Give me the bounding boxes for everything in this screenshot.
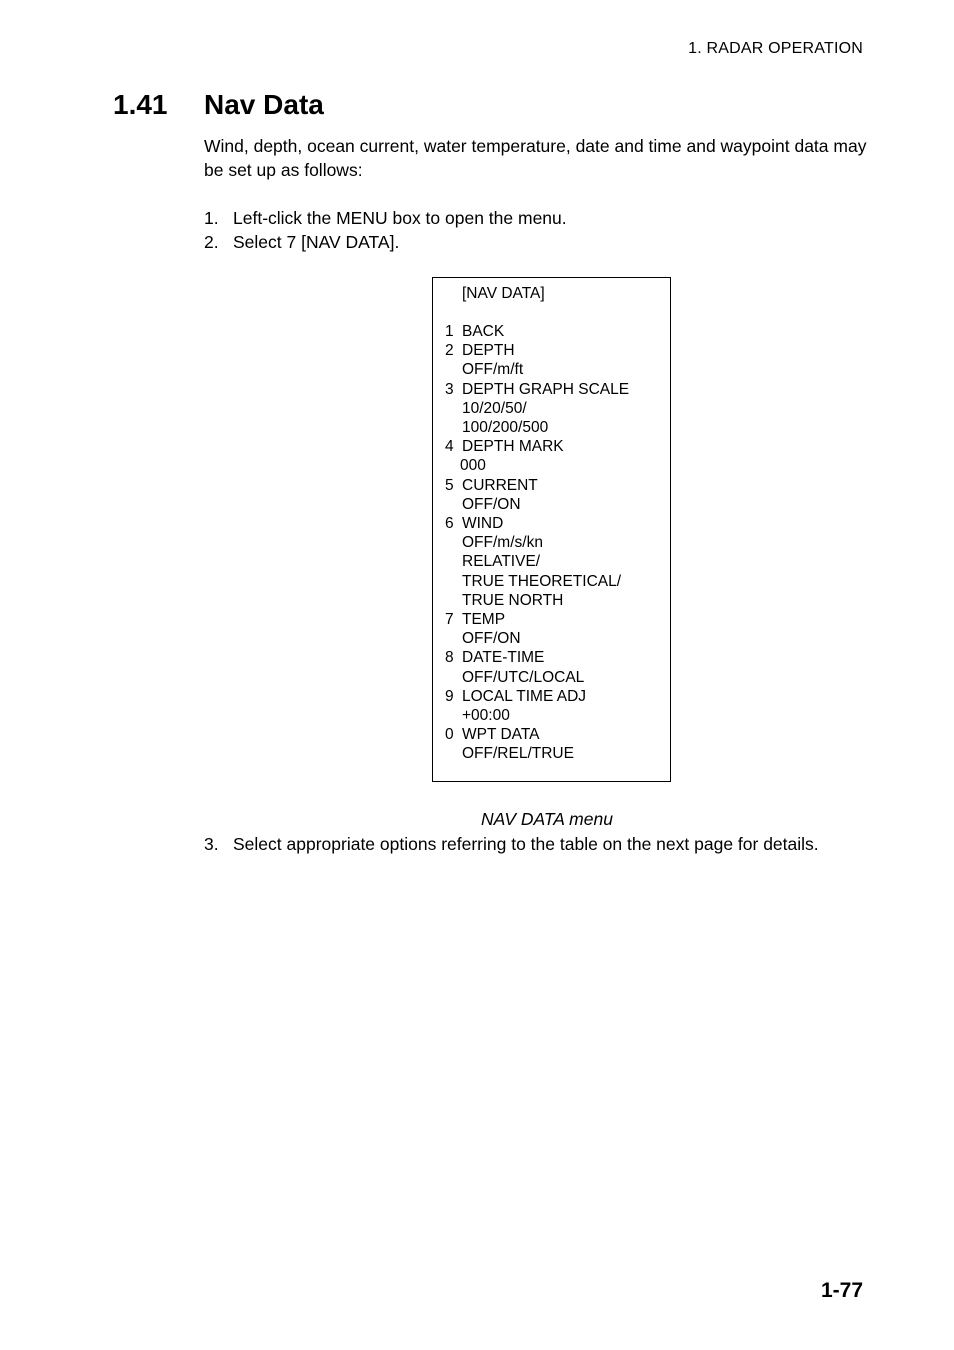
- menu-item-option: +00:00: [462, 707, 510, 725]
- menu-item-number: 1: [445, 323, 454, 340]
- menu-item-wpt-data: [445, 725, 629, 763]
- menu-item-back: [445, 322, 629, 341]
- step-item: [204, 832, 874, 856]
- step-number: 2.: [204, 232, 219, 252]
- page-number: 1-77: [820, 1279, 863, 1302]
- step-text: Select 7 [NAV DATA].: [233, 232, 400, 252]
- section-title: Nav Data: [204, 89, 324, 120]
- menu-list: [445, 322, 629, 764]
- menu-item-label: WPT DATA: [462, 726, 540, 744]
- menu-item-option: 000: [460, 457, 486, 475]
- menu-item-option: TRUE NORTH: [462, 591, 564, 609]
- menu-item-number: 5: [445, 476, 454, 494]
- menu-item-option: OFF/ON: [462, 630, 521, 648]
- menu-item-number: 7: [445, 611, 454, 629]
- steps-list: [204, 206, 874, 254]
- menu-item-option: RELATIVE/: [462, 553, 541, 571]
- section-number: 1.41: [113, 89, 168, 120]
- menu-item-label: LOCAL TIME ADJ: [462, 687, 587, 705]
- running-header: 1. RADAR OPERATION: [688, 40, 863, 57]
- figure-caption: NAV DATA menu: [481, 809, 613, 829]
- menu-item-label: DEPTH MARK: [462, 438, 564, 456]
- menu-item-number: 4: [445, 438, 454, 456]
- menu-item-option: OFF/m/s/kn: [462, 534, 543, 552]
- step-number: 3.: [204, 834, 219, 854]
- menu-item-option: TRUE THEORETICAL/: [462, 572, 622, 590]
- menu-item-local-time-adj: [445, 687, 629, 725]
- nav-data-menu-figure: [432, 277, 671, 782]
- menu-item-label: BACK: [462, 323, 505, 340]
- step-text: Select appropriate options referring to the table on the next page for details.: [233, 834, 819, 854]
- step-item: [204, 230, 874, 254]
- menu-item-date-time: [445, 648, 629, 686]
- menu-item-wind: [445, 514, 629, 610]
- menu-item-current: [445, 476, 629, 514]
- menu-item-depth-mark: [445, 437, 629, 475]
- menu-item-number: 3: [445, 380, 454, 398]
- intro-paragraph: Wind, depth, ocean current, water temperature, date and time and waypoint data may be set up as follows:: [204, 136, 867, 180]
- menu-item-number: 6: [445, 515, 454, 533]
- step-item: [204, 206, 874, 230]
- menu-item-label: CURRENT: [462, 476, 538, 494]
- step-number: 1.: [204, 208, 219, 228]
- steps-list-continued: [204, 832, 874, 856]
- menu-item-option: OFF/m/ft: [462, 361, 524, 379]
- menu-item-option: 10/20/50/: [462, 399, 527, 417]
- menu-item-option: OFF/UTC/LOCAL: [462, 668, 585, 686]
- menu-item-number: 8: [445, 649, 454, 667]
- menu-item-number: 9: [445, 687, 454, 705]
- menu-item-depth-graph-scale: [445, 380, 629, 438]
- menu-title: [NAV DATA]: [462, 285, 545, 302]
- menu-item-label: TEMP: [462, 611, 506, 629]
- menu-item-label: DEPTH GRAPH SCALE: [462, 380, 630, 398]
- menu-item-number: 2: [445, 342, 454, 360]
- menu-item-temp: [445, 610, 629, 648]
- menu-item-label: DATE-TIME: [462, 649, 545, 667]
- menu-item-option: OFF/REL/TRUE: [462, 745, 574, 763]
- menu-item-option: 100/200/500: [462, 419, 549, 437]
- menu-item-option: OFF/ON: [462, 495, 521, 513]
- menu-item-number: 0: [445, 726, 454, 744]
- menu-item-depth: [445, 341, 629, 379]
- section-heading: [113, 89, 324, 121]
- menu-item-label: WIND: [462, 515, 504, 533]
- menu-item-label: DEPTH: [462, 342, 515, 360]
- step-text: Left-click the MENU box to open the menu.: [233, 208, 567, 228]
